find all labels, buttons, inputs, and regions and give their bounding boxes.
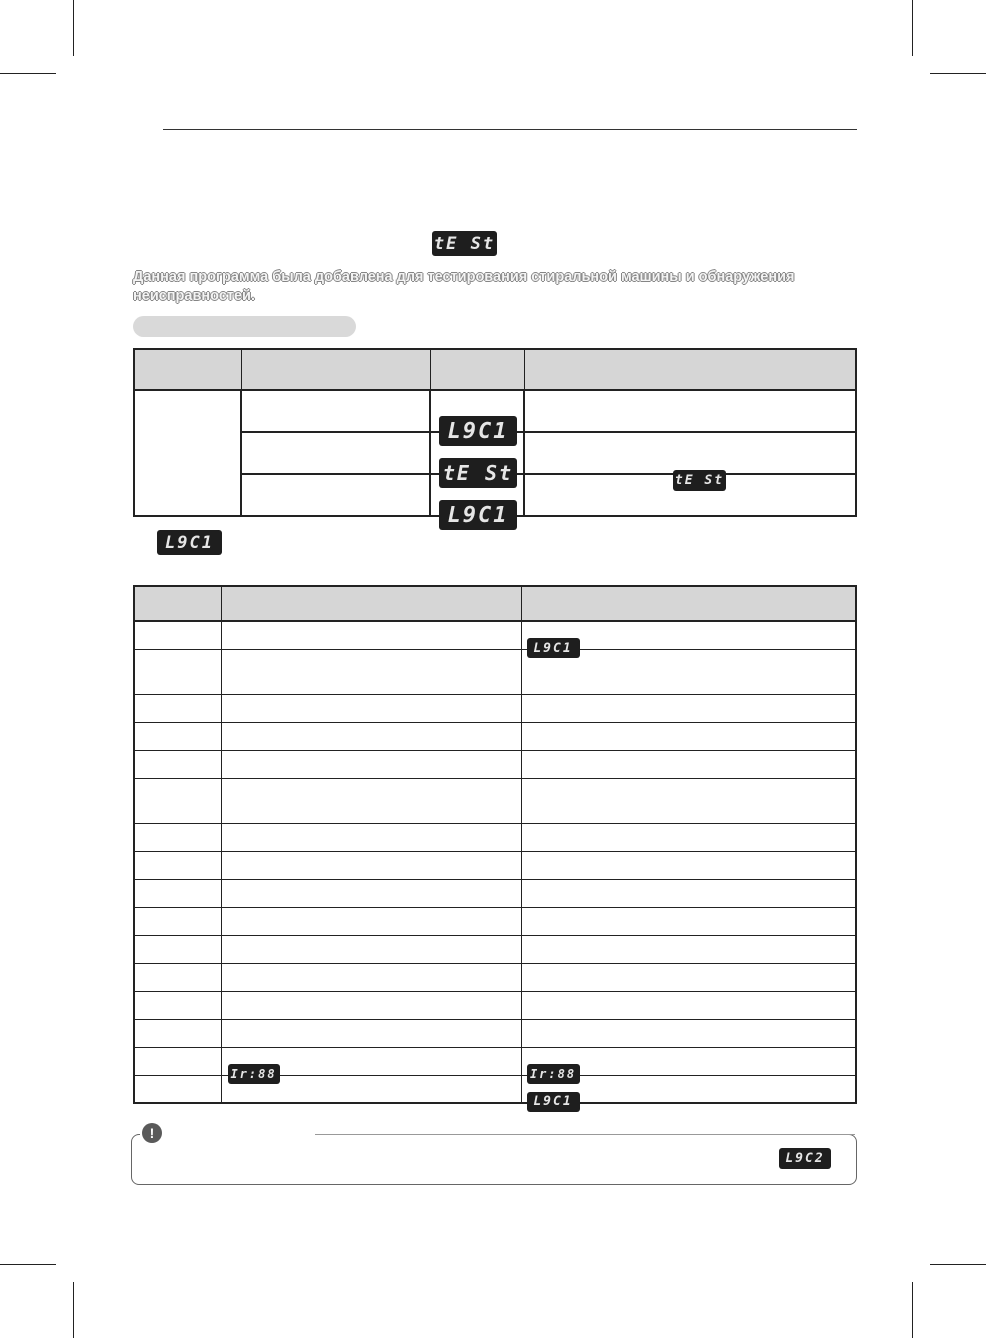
table-cell [221, 778, 521, 823]
test-steps-table [133, 585, 857, 1110]
table-cell [134, 907, 221, 935]
display-test: tE St [439, 458, 517, 488]
table-cell [221, 1019, 521, 1047]
table-row [134, 750, 856, 778]
table-cell [521, 907, 856, 935]
table-cell [524, 390, 856, 432]
table-row [134, 390, 856, 432]
table-row [134, 621, 856, 649]
table-cell [134, 879, 221, 907]
table-cell [134, 823, 221, 851]
display-lgc1-inline: L9C1 [157, 530, 222, 555]
table-cell [521, 935, 856, 963]
table-cell [521, 750, 856, 778]
table-cell [134, 750, 221, 778]
header-cell [241, 349, 430, 390]
header-cell [134, 586, 221, 621]
header-rule [163, 129, 857, 130]
section-heading-pill [133, 316, 356, 337]
table-row [134, 1019, 856, 1047]
note-divider [315, 1134, 855, 1135]
crop-mark [912, 0, 913, 56]
crop-mark [73, 1282, 74, 1338]
table-cell [521, 1047, 856, 1081]
crop-mark [912, 1282, 913, 1338]
table-cell [524, 432, 856, 488]
table-cell [134, 1075, 221, 1103]
table-cell [521, 722, 856, 750]
header-cell [430, 349, 524, 390]
display-lgc1: L9C1 [439, 500, 517, 530]
display-ir: Ir:88 [228, 1064, 280, 1084]
table-cell [521, 1019, 856, 1047]
table-row [134, 649, 856, 694]
crop-mark [0, 1264, 56, 1265]
display-lgc1: L9C1 [527, 1092, 580, 1112]
table-row [134, 879, 856, 907]
crop-mark [0, 73, 56, 74]
table-row [134, 991, 856, 1019]
table-cell [134, 778, 221, 823]
table-cell [134, 722, 221, 750]
table-header-row [134, 586, 856, 621]
display-lgc2: L9C2 [779, 1148, 831, 1169]
table-cell [521, 823, 856, 851]
table-row [134, 823, 856, 851]
table-cell [221, 879, 521, 907]
display-ir: Ir:88 [527, 1064, 580, 1084]
table-cell [221, 694, 521, 722]
crop-mark [73, 0, 74, 56]
table-cell [521, 778, 856, 823]
table-cell [221, 963, 521, 991]
table-row [134, 935, 856, 963]
table-cell [221, 722, 521, 750]
table-cell [221, 823, 521, 851]
table-cell [221, 1047, 521, 1081]
exclamation-icon: ! [142, 1123, 162, 1143]
table-row [134, 722, 856, 750]
table-row [134, 778, 856, 823]
table-cell [134, 621, 221, 649]
table-cell [134, 963, 221, 991]
table-cell [134, 851, 221, 879]
display-lgc1: L9C1 [439, 416, 517, 446]
table-row [134, 907, 856, 935]
display-lgc1: L9C1 [527, 638, 580, 658]
display-test-title: tE St [432, 231, 497, 256]
table-cell [221, 750, 521, 778]
table-cell [134, 694, 221, 722]
table-cell [521, 963, 856, 991]
table-row [134, 694, 856, 722]
table-cell [134, 649, 221, 694]
table-cell [221, 649, 521, 694]
table-cell [134, 991, 221, 1019]
crop-mark [930, 1264, 986, 1265]
table-cell [241, 474, 430, 516]
table-header-row [134, 349, 856, 390]
table-cell [134, 1047, 221, 1075]
header-cell [521, 586, 856, 621]
crop-mark [930, 73, 986, 74]
table-cell [521, 879, 856, 907]
note-title-area [140, 1128, 315, 1142]
intro-text: Данная программа была добавлена для тестирования стиральной машины и обнаружения неисправностей. [133, 269, 795, 304]
table-row [134, 851, 856, 879]
table-cell [221, 621, 521, 649]
table-cell [134, 935, 221, 963]
table-cell [221, 851, 521, 879]
table-cell [521, 621, 856, 656]
header-cell [524, 349, 856, 390]
table-cell [221, 935, 521, 963]
table-cell [521, 694, 856, 722]
table-cell [221, 907, 521, 935]
table-row [134, 1047, 856, 1075]
table-cell [241, 432, 430, 474]
display-test-small: tE St [673, 470, 726, 491]
table-cell [521, 991, 856, 1019]
table-cell [430, 390, 524, 444]
table-cell [134, 390, 241, 516]
table-cell [521, 851, 856, 879]
table-row [134, 963, 856, 991]
table-cell [134, 1019, 221, 1047]
header-cell [221, 586, 521, 621]
table-cell [241, 390, 430, 432]
table-cell [221, 991, 521, 1019]
test-mode-table [133, 348, 857, 528]
header-cell [134, 349, 241, 390]
